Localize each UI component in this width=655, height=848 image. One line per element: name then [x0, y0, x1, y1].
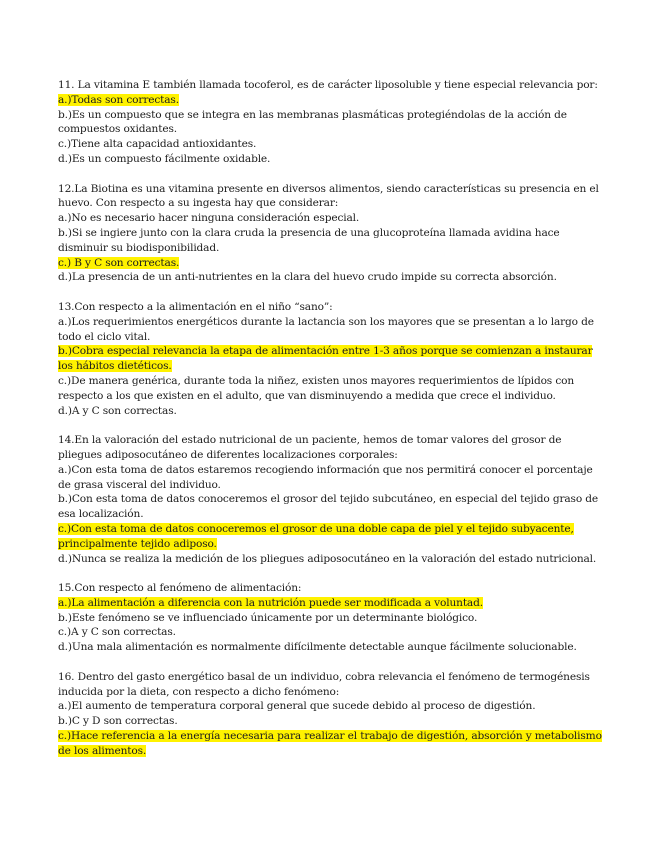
- option-c: [58, 522, 603, 552]
- option-d: d.)La presencia de un anti-nutrientes en la clara del huevo crudo impide su correcta absorción.: [58, 271, 557, 284]
- option-b: b.)Este fenómeno se ve influenciado únicamente por un determinante biológico.: [58, 611, 478, 624]
- option-c: [58, 729, 603, 759]
- question-15: [58, 581, 603, 655]
- question-13: [58, 300, 603, 418]
- option-a: a.)No es necesario hacer ninguna consideración especial.: [58, 212, 360, 225]
- option-c: c.)De manera genérica, durante toda la niñez, existen unos mayores requerimientos de lípidos con respecto a los que existen en el adulto, que van disminuyendo a medida que crece el individuo.: [58, 374, 574, 402]
- option-b: b.)C y D son correctas.: [58, 715, 178, 728]
- option-a: [58, 596, 603, 611]
- highlighted-answer: c.)Con esta toma de datos conoceremos el grosor de una doble capa de piel y el tejido subyacente, principalmente tejido adiposo.: [58, 522, 574, 550]
- option-a: [58, 93, 603, 108]
- option-d: d.)Nunca se realiza la medición de los pliegues adiposocutáneo en la valoración del estado nutricional.: [58, 552, 597, 565]
- option-b: b.)Es un compuesto que se integra en las membranas plasmáticas protegiéndolas de la acción de compuestos oxidantes.: [58, 108, 567, 136]
- highlighted-answer: a.)Todas son correctas.: [58, 93, 179, 106]
- question-stem: 15.Con respecto al fenómeno de alimentación:: [58, 582, 302, 595]
- question-stem: 16. Dentro del gasto energético basal de un individuo, cobra relevancia el fenómeno de termogénesis inducida por la dieta, con respecto a dicho fenómeno:: [58, 670, 590, 698]
- question-12: [58, 182, 603, 286]
- option-b: [58, 344, 603, 374]
- option-b: b.)Si se ingiere junto con la clara cruda la presencia de una glucoproteína llamada avidina hace disminuir su biodisponibilidad.: [58, 226, 560, 254]
- option-d: d.)Una mala alimentación es normalmente difícilmente detectable aunque fácilmente solucionable.: [58, 641, 577, 654]
- question-11: [58, 78, 603, 167]
- option-c: c.)A y C son correctas.: [58, 626, 176, 639]
- question-14: [58, 433, 603, 566]
- highlighted-answer: b.)Cobra especial relevancia la etapa de alimentación entre 1-3 años porque se comienzan a instaurar los hábitos dietéticos.: [58, 345, 593, 373]
- option-a: a.)Con esta toma de datos estaremos recogiendo información que nos permitirá conocer el porcentaje de grasa visceral del individuo.: [58, 463, 593, 491]
- question-16: [58, 670, 603, 759]
- document-page: [58, 78, 603, 773]
- highlighted-answer: c.) B y C son correctas.: [58, 256, 180, 269]
- question-stem: 12.La Biotina es una vitamina presente en diversos alimentos, siendo características su presencia en el huevo. Con respecto a su ingesta hay que considerar:: [58, 182, 599, 210]
- highlighted-answer: a.)La alimentación a diferencia con la nutrición puede ser modificada a voluntad.: [58, 596, 483, 609]
- option-c: [58, 256, 603, 271]
- question-stem: 14.En la valoración del estado nutricional de un paciente, hemos de tomar valores del grosor de pliegues adiposocutáneo de diferentes localizaciones corporales:: [58, 434, 562, 461]
- option-d: d.)A y C son correctas.: [58, 404, 177, 417]
- question-stem: 13.Con respecto a la alimentación en el niño “sano”:: [58, 300, 333, 313]
- question-stem: 11. La vitamina E también llamada tocoferol, es de carácter liposoluble y tiene especial relevancia por:: [58, 79, 598, 91]
- option-c: c.)Tiene alta capacidad antioxidantes.: [58, 138, 257, 151]
- option-d: d.)Es un compuesto fácilmente oxidable.: [58, 152, 271, 165]
- option-a: a.)El aumento de temperatura corporal general que sucede debido al proceso de digestión.: [58, 700, 536, 713]
- option-a: a.)Los requerimientos energéticos durante la lactancia son los mayores que se presentan a lo largo de todo el ciclo vital.: [58, 315, 594, 343]
- option-b: b.)Con esta toma de datos conoceremos el grosor del tejido subcutáneo, en especial del tejido graso de esa localización.: [58, 493, 599, 521]
- highlighted-answer: c.)Hace referencia a la energía necesaria para realizar el trabajo de digestión, absorción y metabolismo de los alimentos.: [58, 730, 602, 757]
